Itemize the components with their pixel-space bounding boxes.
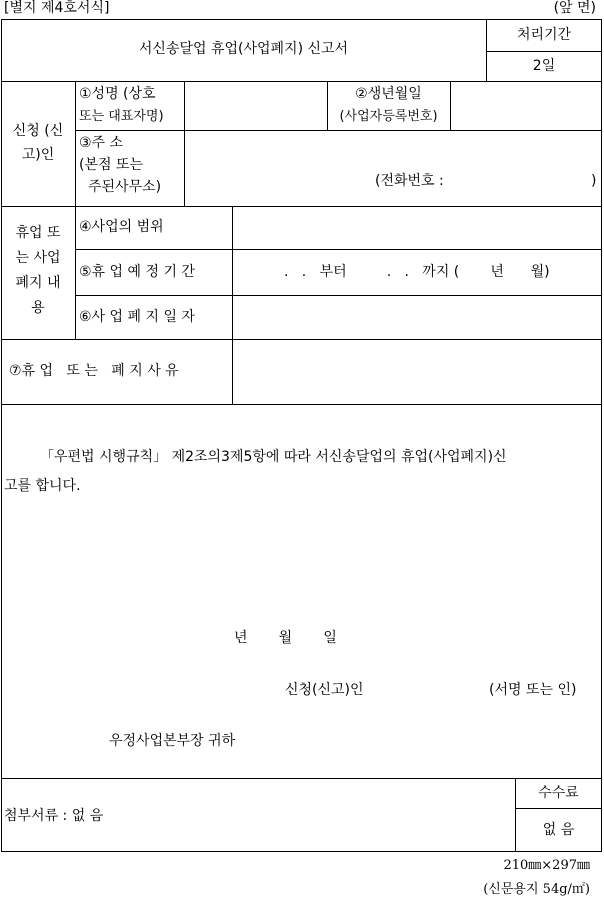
business-scope-field[interactable] [233, 207, 601, 248]
suspension-period-value[interactable]: . . 부터 . . 까지 ( 년 월) [284, 264, 550, 280]
processing-period-label: 처리기간 [516, 27, 572, 43]
paper-size: 210㎜×297㎜ [503, 858, 590, 873]
form-number-label: [별지 제4호서식] [4, 0, 110, 16]
name-label: ①성명 (상호 또는 대표자명) [79, 86, 164, 124]
birth-date-label: ②생년월일 (사업자등록번호) [339, 86, 438, 124]
attachments-label: 첨부서류 : 없 음 [4, 808, 104, 824]
suspension-period-label: ⑤휴 업 예 정 기 간 [79, 264, 195, 280]
divider [1, 404, 602, 405]
phone-close: ) [591, 173, 597, 189]
divider [1, 778, 602, 779]
fee-value: 없 음 [542, 822, 575, 838]
reason-field[interactable] [233, 340, 601, 403]
name-field[interactable] [185, 82, 326, 129]
applicant-section-label: 신청 (신 고)인 [12, 123, 64, 163]
addressee: 우정사업본부장 귀하 [109, 733, 236, 749]
page-side-label: (앞 면) [553, 0, 596, 16]
date-line[interactable]: 년 월 일 [234, 630, 337, 646]
closure-date-field[interactable] [233, 296, 601, 338]
closure-date-label: ⑥사 업 폐 지 일 자 [79, 309, 195, 325]
divider [75, 81, 76, 339]
form-title: 서신송달업 휴업(사업폐지) 신고서 [138, 41, 349, 57]
divider [75, 249, 602, 250]
declaration-line-1: 「우편법 시행규칙」 제2조의3제5항에 따라 서신송달업의 휴업(사업폐지)신 [40, 449, 507, 465]
address-field[interactable] [185, 131, 601, 205]
signature-note: (서명 또는 인) [489, 682, 577, 698]
paper-spec: (신문용지 54g/㎡) [483, 882, 590, 897]
business-scope-label: ④사업의 범위 [79, 219, 164, 235]
reason-label: ⑦휴 업 또 는 폐 지 사 유 [9, 363, 179, 379]
processing-period-value: 2일 [532, 58, 556, 74]
address-label: ③주 소 (본점 또는 주된사무소) [79, 135, 162, 195]
phone-label: (전화번호 : [375, 173, 444, 189]
applicant-signature-label: 신청(신고)인 [285, 682, 364, 698]
fee-label: 수수료 [538, 785, 579, 801]
business-section-label: 휴업 또 는 사업 폐지 내 용 [15, 225, 61, 316]
declaration-line-2: 고를 합니다. [4, 478, 81, 494]
divider [515, 808, 602, 809]
birth-date-field[interactable] [451, 82, 601, 129]
divider [486, 51, 602, 52]
